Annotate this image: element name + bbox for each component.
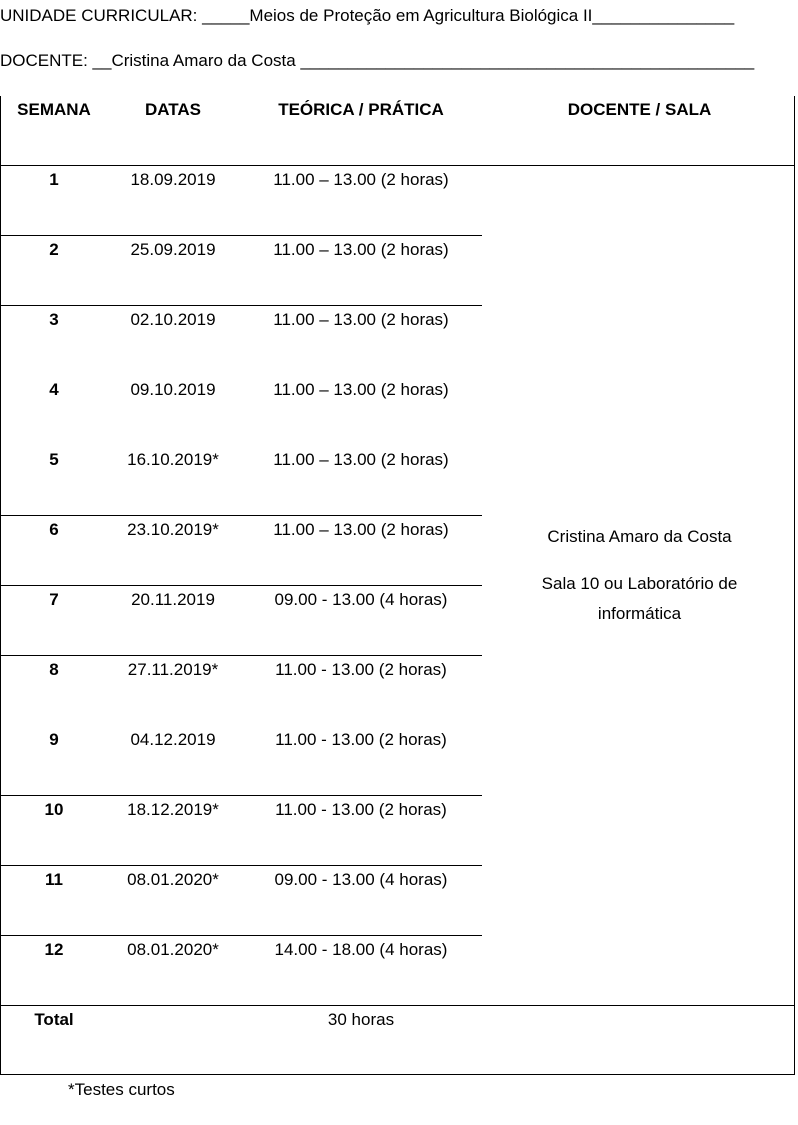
row-6-semana: 6: [49, 520, 59, 539]
row-3-horario: 11.00 – 13.00 (2 horas): [273, 310, 449, 329]
row-11-semana: 11: [45, 870, 63, 889]
row-2-semana: 2: [49, 240, 59, 259]
row-7-semana: 7: [49, 590, 59, 609]
docente-name: Cristina Amaro da Costa: [547, 527, 732, 546]
column-header-teorica-pratica: TEÓRICA / PRÁTICA: [278, 100, 444, 119]
sala-line-1: Sala 10 ou Laboratório de: [541, 574, 738, 593]
row-divider: [0, 515, 482, 516]
row-1-data: 18.09.2019: [130, 170, 216, 189]
row-4-horario: 11.00 – 13.00 (2 horas): [273, 380, 449, 399]
row-2-horario: 11.00 – 13.00 (2 horas): [273, 240, 449, 259]
row-9-data: 04.12.2019: [130, 730, 216, 749]
row-3-semana: 3: [49, 310, 59, 329]
total-label: Total: [34, 1010, 74, 1029]
row-4-semana: 4: [49, 380, 59, 399]
row-8-data: 27.11.2019*: [127, 660, 219, 679]
row-4-data: 09.10.2019: [130, 380, 216, 399]
row-divider: [0, 865, 482, 866]
total-divider: [0, 1005, 795, 1006]
row-8-semana: 8: [49, 660, 59, 679]
row-9-semana: 9: [49, 730, 59, 749]
row-10-semana: 10: [44, 800, 64, 819]
row-divider: [0, 305, 482, 306]
column-header-datas: DATAS: [144, 100, 202, 119]
row-5-horario: 11.00 – 13.00 (2 horas): [273, 450, 449, 469]
row-divider: [0, 235, 482, 236]
row-12-data: 08.01.2020*: [127, 940, 219, 959]
row-12-horario: 14.00 - 18.00 (4 horas): [274, 940, 448, 959]
total-value: 30 horas: [327, 1010, 395, 1029]
row-2-data: 25.09.2019: [130, 240, 216, 259]
row-8-horario: 11.00 - 13.00 (2 horas): [275, 660, 447, 679]
column-header-semana: SEMANA: [17, 100, 91, 119]
row-11-data: 08.01.2020*: [127, 870, 219, 889]
row-9-horario: 11.00 - 13.00 (2 horas): [275, 730, 447, 749]
row-6-horario: 11.00 – 13.00 (2 horas): [273, 520, 449, 539]
footnote: *Testes curtos: [68, 1080, 175, 1099]
row-divider: [0, 585, 482, 586]
unidade-curricular-line: UNIDADE CURRICULAR: _____Meios de Proteção em Agricultura Biológica II_______________: [0, 6, 735, 25]
row-11-horario: 09.00 - 13.00 (4 horas): [274, 870, 448, 889]
row-3-data: 02.10.2019: [130, 310, 216, 329]
row-5-semana: 5: [49, 450, 59, 469]
row-7-data: 20.11.2019: [131, 590, 215, 609]
header-divider: [0, 165, 795, 166]
row-divider: [0, 935, 482, 936]
docente-line: DOCENTE: __Cristina Amaro da Costa ________________________________________________: [0, 51, 755, 70]
row-7-horario: 09.00 - 13.00 (4 horas): [274, 590, 448, 609]
row-5-data: 16.10.2019*: [127, 450, 219, 469]
row-1-horario: 11.00 – 13.00 (2 horas): [273, 170, 449, 189]
row-6-data: 23.10.2019*: [127, 520, 219, 539]
row-10-data: 18.12.2019*: [127, 800, 219, 819]
row-12-semana: 12: [44, 940, 64, 959]
row-divider: [0, 795, 482, 796]
row-divider: [0, 655, 482, 656]
row-10-horario: 11.00 - 13.00 (2 horas): [275, 800, 447, 819]
column-header-docente-sala: DOCENTE / SALA: [567, 100, 712, 119]
sala-line-2: informática: [597, 604, 682, 623]
row-1-semana: 1: [49, 170, 59, 189]
